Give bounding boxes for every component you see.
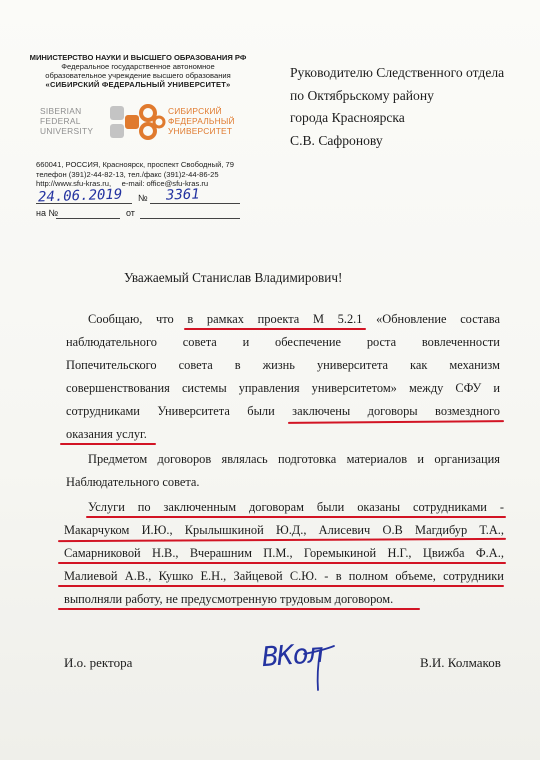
body-word: «Обновление (376, 312, 447, 326)
para3-line-2 (64, 523, 504, 538)
body-word: роста (366, 335, 397, 349)
body-word: управления (238, 381, 300, 395)
body-word: наблюдательного (66, 335, 157, 349)
highlight-underline-7 (58, 585, 504, 587)
body-word: и (493, 381, 500, 395)
para3-line-3 (64, 546, 504, 561)
body-word: Самарниковой (64, 546, 141, 560)
body-word: Магдибур (415, 523, 468, 537)
body-word: С.Ю. (289, 569, 318, 583)
body-word: совета (182, 335, 217, 349)
body-word: были (247, 404, 275, 418)
body-word: по (137, 500, 151, 514)
from-label: от (126, 208, 135, 218)
number-label: № (138, 193, 148, 203)
para1-line-1 (88, 312, 500, 327)
body-word: договорам (248, 500, 304, 514)
body-word: совета (178, 358, 213, 372)
body-word: 5.2.1 (337, 312, 363, 326)
para3-line-4 (64, 569, 504, 584)
body-word: Крылышкиной (184, 523, 264, 537)
contact-block (36, 160, 234, 189)
body-word: Ю.Д., (275, 523, 307, 537)
body-word: материалов (346, 452, 408, 466)
body-word: Н.Г., (387, 546, 412, 560)
body-word: заключены (292, 404, 351, 418)
ministry-name: МИНИСТЕРСТВО НАУКИ И ВЫСШЕГО ОБРАЗОВАНИЯ РФ (29, 53, 247, 62)
body-word: Университета (157, 404, 230, 418)
body-word: системы (181, 381, 227, 395)
body-word: были (316, 500, 345, 514)
body-word: университета (316, 358, 389, 372)
body-word: договоров (157, 452, 212, 466)
phone-line: телефон (391)2-44-82-13, тел./факс (391)2-44-86-25 (36, 169, 219, 179)
body-word: полном (348, 569, 389, 583)
body-word: Макарчуком (64, 523, 130, 537)
para2-line-1 (88, 452, 500, 467)
body-word: сотрудниками (413, 500, 487, 514)
para2-line-2: Наблюдательного совета. (66, 475, 200, 489)
body-word: - (499, 500, 504, 514)
body-word: Алисевич (318, 523, 371, 537)
body-word: Попечительского (66, 358, 157, 372)
body-word: что (156, 312, 174, 326)
addressee-line-4: С.В. Сафронову (290, 132, 383, 148)
body-word: Е.Н., (200, 569, 227, 583)
body-word: Горемыкиной (303, 546, 377, 560)
body-word: Предметом (88, 452, 148, 466)
body-word: договоры (367, 404, 418, 418)
highlight-underline-2 (288, 420, 504, 424)
body-word: Цвижба (422, 546, 465, 560)
logo-text-en: SIBERIAN FEDERAL UNIVERSITY (40, 106, 94, 136)
body-word: Н.В., (152, 546, 179, 560)
body-word: Т.А., (479, 523, 504, 537)
body-word: Вчерашним (189, 546, 252, 560)
para3-line-1 (88, 500, 504, 515)
body-word: жизнь (262, 358, 295, 372)
body-word: в (234, 358, 241, 372)
body-word: обеспечение (275, 335, 342, 349)
body-word: сотрудниками (66, 404, 140, 418)
para1-line-3 (66, 358, 500, 373)
highlight-underline-3 (60, 443, 156, 445)
body-word: заключенным (163, 500, 237, 514)
para1-line-6: оказания услуг. (66, 427, 147, 441)
body-word: подготовка (278, 452, 337, 466)
body-word: и (242, 335, 250, 349)
body-word: как (410, 358, 428, 372)
highlight-underline-4 (86, 516, 506, 518)
university-logo (40, 102, 240, 150)
from-rule (140, 218, 240, 219)
body-word: состава (460, 312, 500, 326)
body-word: И.Ю., (141, 523, 173, 537)
signature-flourish-icon (300, 640, 340, 696)
body-word: совершенствования (66, 381, 170, 395)
handwritten-signature: ВКол (260, 637, 325, 674)
signer-name: В.И. Колмаков (420, 655, 501, 670)
body-word: являлась (221, 452, 268, 466)
on-number-rule (56, 218, 120, 219)
body-word: Малиевой (64, 569, 118, 583)
body-word: рамках (206, 312, 244, 326)
body-word: Ф.А., (475, 546, 504, 560)
logo-emblem-icon (108, 102, 166, 146)
para1-line-5 (66, 404, 500, 419)
body-word: между (408, 381, 444, 395)
highlight-underline-6 (58, 562, 506, 564)
body-word: А.В., (124, 569, 152, 583)
para1-line-2 (66, 335, 500, 350)
body-word: и (417, 452, 425, 466)
body-word: Зайцевой (233, 569, 283, 583)
web-email-line: http://www.sfu-kras.ru, e-mail: office@sfu-kras.ru (36, 179, 209, 189)
body-word: механизм (449, 358, 500, 372)
body-word: университетом» (311, 381, 397, 395)
body-word: проекта (257, 312, 300, 326)
body-word: Кушко (158, 569, 194, 583)
addressee-line-3: города Красноярска (290, 110, 405, 125)
body-word: в (187, 312, 194, 326)
date-handwritten: 24.06.2019 (37, 186, 123, 206)
letterhead-block (22, 53, 254, 89)
body-word: М (312, 312, 324, 326)
addressee-block (290, 62, 504, 152)
para3-line-5: выполняли работу, не предусмотренную трудовым договором. (64, 592, 394, 606)
org-line-2: образовательное учреждение высшего образования (45, 71, 231, 80)
number-handwritten: 3361 (165, 186, 200, 204)
number-rule (150, 203, 240, 204)
body-word: П.М., (263, 546, 293, 560)
body-word: возмездного (435, 404, 500, 418)
body-word: СФУ (455, 381, 482, 395)
addressee-line-1: Руководителю Следственного отдела (290, 65, 505, 80)
on-number-label: на № (36, 208, 59, 218)
org-line-1: Федеральное государственное автономное (61, 62, 215, 71)
body-word: оказаны (357, 500, 401, 514)
para1-line-4 (66, 381, 500, 396)
addressee-line-2: по Октябрьскому району (290, 87, 434, 103)
body-word: вовлеченности (421, 335, 500, 349)
body-word: организация (434, 452, 500, 466)
body-word: Услуги (88, 500, 125, 514)
body-word: - (324, 569, 329, 583)
logo-text-ru: СИБИРСКИЙ ФЕДЕРАЛЬНЫЙ УНИВЕРСИТЕТ (168, 106, 235, 136)
org-name: «СИБИРСКИЙ ФЕДЕРАЛЬНЫЙ УНИВЕРСИТЕТ» (45, 80, 231, 89)
salutation: Уважаемый Станислав Владимирович! (124, 270, 343, 285)
body-word: Сообщаю, (88, 312, 143, 326)
highlight-underline-5 (58, 538, 506, 542)
body-word: объеме, (395, 569, 436, 583)
postal-address: 660041, РОССИЯ, Красноярск, проспект Свободный, 79 (36, 160, 234, 169)
body-word: О.В (382, 523, 403, 537)
highlight-underline-8 (58, 608, 420, 610)
signer-position: И.о. ректора (64, 655, 133, 670)
body-word: в (335, 569, 342, 583)
highlight-underline-1 (184, 328, 366, 330)
body-word: сотрудники (443, 569, 504, 583)
